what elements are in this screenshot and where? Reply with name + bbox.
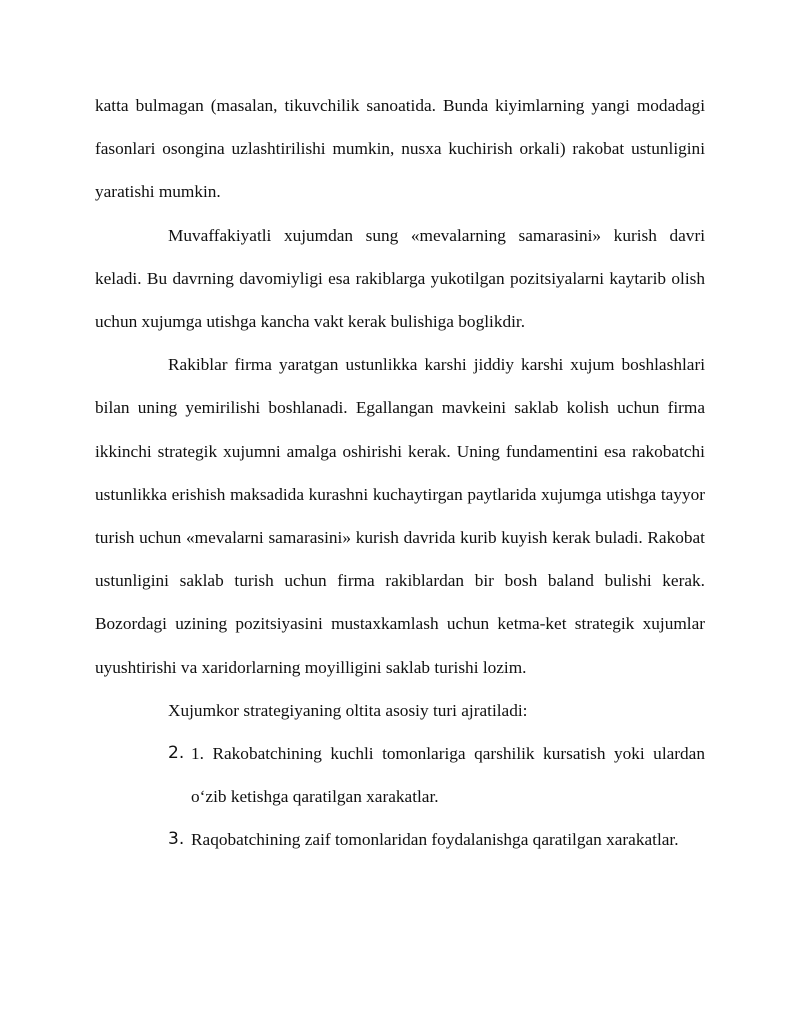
list-item-number: 2. xyxy=(168,743,185,764)
list-item-text: Raqobatchining zaif tomonlaridan foydalanishga qaratilgan xarakatlar. xyxy=(191,830,679,850)
paragraph-rivals-counterattack: Rakiblar firma yaratgan ustunlikka karshi jiddiy karshi xujum boshlashlari bilan uning yemirilishi boshlanadi. Egallangan mavkeini saklab kolish uchun firma ikkinchi strategik xujumni amalga oshirishi kerak. Uning fundamentini esa rakobatchi ustunlikka erishish maksadida kurashni kuchaytirgan paytlarida xujumga utishga tayyor turish uchun «mevalarni samarasini» kurish davrida kurib kuyish kerak buladi. Rakobat ustunligini saklab turish uchun firma rakiblardan bir bosh baland bulishi kerak. Bozordagi uzining pozitsiyasini mustaxkamlash uchun ketma-ket strategik xujumlar uyushtirishi va xaridorlarning moyilligini saklab turishi lozim. xyxy=(95,355,705,677)
document-body xyxy=(95,84,705,862)
list-item-number: 3. xyxy=(168,829,185,850)
list-item xyxy=(95,818,705,861)
strategy-types-list xyxy=(95,732,705,862)
paragraph-successful-attack: Muvaffakiyatli xujumdan sung «mevalarning samarasini» kurish davri keladi. Bu davrning davomiyligi esa rakiblarga yukotilgan pozitsiyalarni kaytarib olish uchun xujumga utishga kancha vakt kerak bulishiga boglikdir. xyxy=(95,225,705,332)
list-item-text: 1. Rakobatchining kuchli tomonlariga qarshilik kursatish yoki ulardan o‘zib ketishga qaratilgan xarakatlar. xyxy=(191,744,705,807)
paragraph-strategy-types-intro: Xujumkor strategiyaning oltita asosiy turi ajratiladi: xyxy=(168,700,528,720)
list-item xyxy=(95,732,705,818)
paragraph-continuation: katta bulmagan (masalan, tikuvchilik sanoatida. Bunda kiyimlarning yangi modadagi fasonlari osongina uzlashtirilishi mumkin, nusxa kuchirish orkali) rakobat ustunligini yaratishi mumkin. xyxy=(95,96,705,202)
